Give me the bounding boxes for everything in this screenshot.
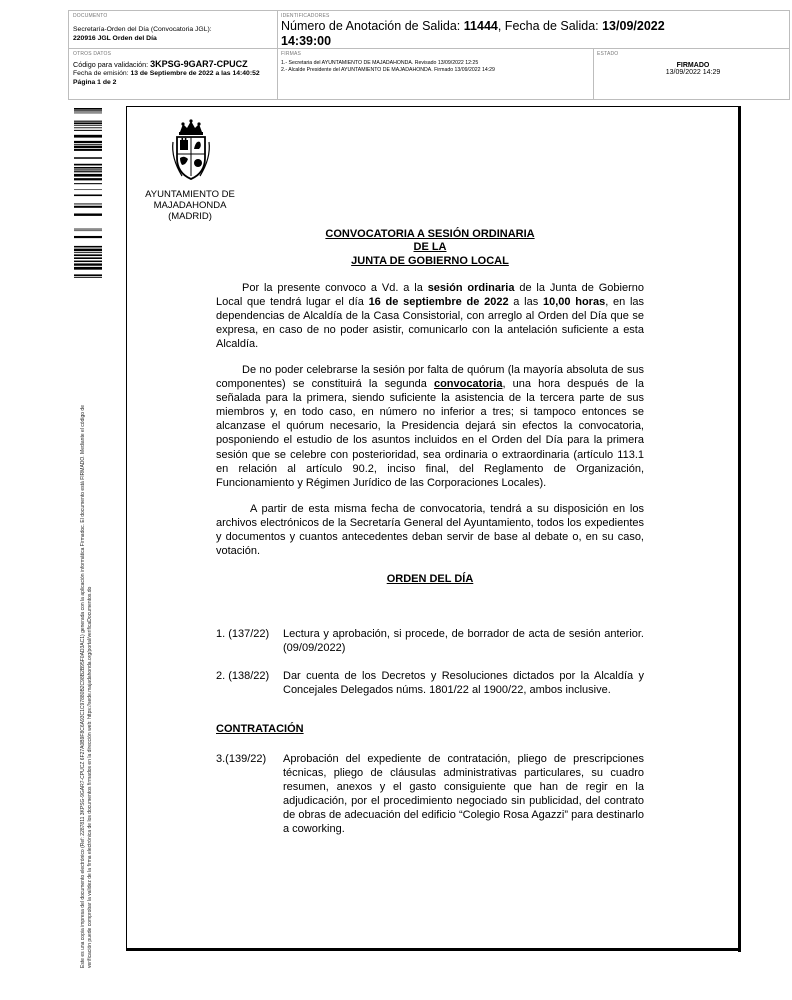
barcode-bar bbox=[74, 125, 102, 126]
para1-hora: 10,00 horas bbox=[542, 296, 606, 309]
barcode-bar bbox=[74, 171, 102, 172]
barcode-bar bbox=[74, 149, 102, 151]
barcode-bar bbox=[74, 164, 102, 166]
barcode-bar bbox=[74, 194, 102, 196]
anotacion-salida bbox=[281, 19, 787, 49]
documento-cell bbox=[73, 13, 273, 43]
doc-title-line2: DE LA bbox=[413, 241, 447, 253]
barcode-bar bbox=[74, 229, 102, 230]
page-frame-shadow-right bbox=[738, 106, 741, 952]
barcode-bar bbox=[74, 146, 102, 149]
identificadores-label: IDENTIFICADORES bbox=[281, 13, 330, 19]
estado-fecha: 13/09/2022 14:29 bbox=[665, 69, 721, 76]
orden-del-dia-title: ORDEN DEL DÍA bbox=[386, 573, 474, 585]
agenda-item-text: Aprobación del expediente de contratación, pliego de prescripciones técnicas, pliego de cláusulas administrativas particulares, su cuadro resumen, anexos y el gasto consiguiente que han de regir en la adjudicación, por el procedimiento negociado sin publicidad, del contrato de obras de adecuación del edificio “Colegio Rosa Agazzi” para destinarlo a coworking. bbox=[283, 753, 644, 836]
identificadores-cell bbox=[281, 13, 787, 49]
barcode-bar bbox=[74, 113, 102, 114]
agenda-item-number: 2. (138/22) bbox=[216, 670, 270, 682]
paragraph-convocatoria bbox=[216, 281, 644, 351]
header-divider bbox=[593, 49, 594, 99]
para1-text: Por la presente convoco a Vd. a la bbox=[242, 282, 428, 294]
documento-line2: 220916 JGL Orden del Día bbox=[73, 35, 157, 42]
firma-1: 1.- Secretaria del AYUNTAMIENTO DE MAJADAHONDA. Revisado 13/09/2022 12:25 bbox=[281, 60, 479, 66]
ayuntamiento-line2: MAJADAHONDA bbox=[153, 200, 227, 211]
barcode-bar bbox=[74, 144, 102, 145]
estado-cell bbox=[597, 51, 789, 76]
barcode-bar bbox=[74, 169, 102, 170]
firma-2: 2.- Alcalde Presidente del AYUNTAMIENTO DE MAJADAHONDA. Firmado 13/09/2022 14:29 bbox=[281, 67, 495, 73]
barcode-bar bbox=[74, 157, 102, 159]
para2-text: De no poder celebrarse la sesión por falta de quórum (la mayoría absoluta de sus componentes) se constituirá la segunda bbox=[216, 364, 644, 391]
barcode-bar bbox=[74, 230, 102, 231]
barcode-bar bbox=[74, 189, 102, 190]
barcode-bar bbox=[74, 122, 102, 124]
estado-value: FIRMADO bbox=[676, 62, 710, 69]
barcode-bar bbox=[74, 108, 102, 110]
agenda-item-number: 1. (137/22) bbox=[216, 628, 270, 640]
barcode-bar bbox=[74, 213, 102, 215]
paragraph-archivos: A partir de esta misma fecha de convocatoria, tendrá a su disposición en los archivos electrónicos de la Secretaría General del Ayuntamiento, todos los expedientes y documentos y cuantos antecedentes deban servir de base al debate o, en su caso, votación. bbox=[216, 503, 644, 558]
side-verification-text bbox=[80, 248, 94, 968]
para2-convocatoria: convocatoria bbox=[433, 378, 503, 391]
para2-text: , una hora después de la señalada para la primera, siendo suficiente la asistencia de la tercera parte de sus miembros y, en todo caso, en número no inferior a tres; si tampoco entonces se alcanzase el quórum necesario, la Presidencia dejará sin efectos la convocatoria, posponiendo el estudio de los asuntos incluidos en el Orden del Día para la primera sesión que se celebre con posterioridad, sea ordinaria o extraordinaria (artículo 113.1 en relación al artículo 90.2, inciso final, del Reglamento de Organización, Funcionamiento y Régimen Jurídico de las Corporaciones Locales). bbox=[216, 378, 644, 489]
barcode-bar bbox=[74, 183, 102, 184]
documento-label: DOCUMENTO bbox=[73, 13, 108, 19]
barcode-bar bbox=[74, 130, 102, 131]
document-header bbox=[68, 10, 790, 100]
barcode-bar bbox=[74, 206, 102, 208]
coat-of-arms-icon bbox=[170, 118, 212, 182]
ayuntamiento-line1: AYUNTAMIENTO DE bbox=[145, 189, 235, 200]
agenda-item-number: 3.(139/22) bbox=[216, 753, 267, 765]
barcode-bar bbox=[74, 174, 102, 177]
anotacion-prefix: Número de Anotación de Salida: bbox=[281, 19, 461, 33]
header-divider bbox=[277, 11, 278, 99]
para1-fecha: 16 de septiembre de 2022 bbox=[368, 296, 509, 309]
emision-label: Fecha de emisión: bbox=[73, 70, 129, 77]
anotacion-time: 14:39:00 bbox=[281, 34, 332, 48]
anotacion-number: 11444 bbox=[463, 19, 498, 33]
barcode-bar bbox=[74, 203, 102, 204]
barcode-bar bbox=[74, 135, 102, 138]
ayuntamiento-line3: (MADRID) bbox=[168, 211, 212, 222]
emision-value: 13 de Septiembre de 2022 a las 14:40:52 bbox=[130, 70, 260, 77]
barcode-bar bbox=[74, 236, 102, 238]
side-text-line2: verificación puede comprobar la validez de la firma electrónica de los documentos firmados en la dirección web: https://sede.majadahonda.org/portal/verificaDocumentos.do bbox=[87, 586, 93, 968]
doc-title-line3: JUNTA DE GOBIERNO LOCAL bbox=[351, 255, 509, 267]
section-contratacion: CONTRATACIÓN bbox=[216, 723, 304, 735]
pagina-indicator: Página 1 de 2 bbox=[73, 79, 117, 86]
anotacion-date: 13/09/2022 bbox=[602, 19, 665, 33]
codigo-label: Código para validación: bbox=[73, 60, 149, 69]
firmas-cell bbox=[281, 51, 591, 74]
para1-sesion-ordinaria: sesión ordinaria bbox=[427, 282, 515, 294]
estado-label: ESTADO bbox=[597, 51, 619, 57]
ayuntamiento-name bbox=[130, 189, 250, 222]
paragraph-quorum bbox=[216, 363, 644, 490]
fecha-emision bbox=[73, 69, 275, 78]
firmas-label: FIRMAS bbox=[281, 51, 302, 57]
para1-text: , en las dependencias de Alcaldía de la Casa Consistorial, con arreglo al Orden del Día que se expresa, en caso de no poder asistir, comunicarlo con la antelación suficiente a esta Alcaldía. bbox=[216, 296, 645, 351]
anotacion-mid: , Fecha de Salida: bbox=[497, 19, 599, 33]
para1-text: a las bbox=[508, 296, 543, 309]
codigo-validacion bbox=[73, 60, 275, 69]
side-text-line1: Este es una copia impresa del documento electrónico (Ref: 2287811 3KPSG-9GAR7-CPUCZ 6F27A0B9F8C6A93C1C97880B2C98B2B95F0AD3AC1) generada con la aplicación informática Firmadoc. El documento está FIRMADO. Mediante el código de bbox=[80, 405, 86, 968]
barcode-bar bbox=[74, 127, 102, 128]
barcode-bar bbox=[74, 167, 102, 169]
barcode-bar bbox=[74, 178, 102, 180]
otros-datos-cell bbox=[73, 51, 275, 87]
barcode-bar bbox=[74, 121, 102, 122]
barcode-bar bbox=[74, 110, 102, 111]
doc-title-line1: CONVOCATORIA A SESIÓN ORDINARIA bbox=[325, 228, 535, 240]
agenda-item-text: Lectura y aprobación, si procede, de borrador de acta de sesión anterior. (09/09/2022) bbox=[283, 628, 644, 655]
codigo-value: 3KPSG-9GAR7-CPUCZ bbox=[150, 59, 248, 69]
para1-text: de la Junta de Gobierno Local que tendrá lugar el día bbox=[216, 282, 644, 309]
page-frame-shadow-bottom bbox=[126, 948, 741, 951]
agenda-item-text: Dar cuenta de los Decretos y Resoluciones dictados por la Alcaldía y Concejales Delegados núms. 1801/22 al 1900/22, ambos inclusive. bbox=[283, 670, 644, 697]
otros-datos-label: OTROS DATOS bbox=[73, 51, 112, 57]
barcode-bar bbox=[74, 141, 102, 143]
documento-line1: Secretaría-Orden del Día (Convocatoria JGL): bbox=[73, 26, 212, 33]
